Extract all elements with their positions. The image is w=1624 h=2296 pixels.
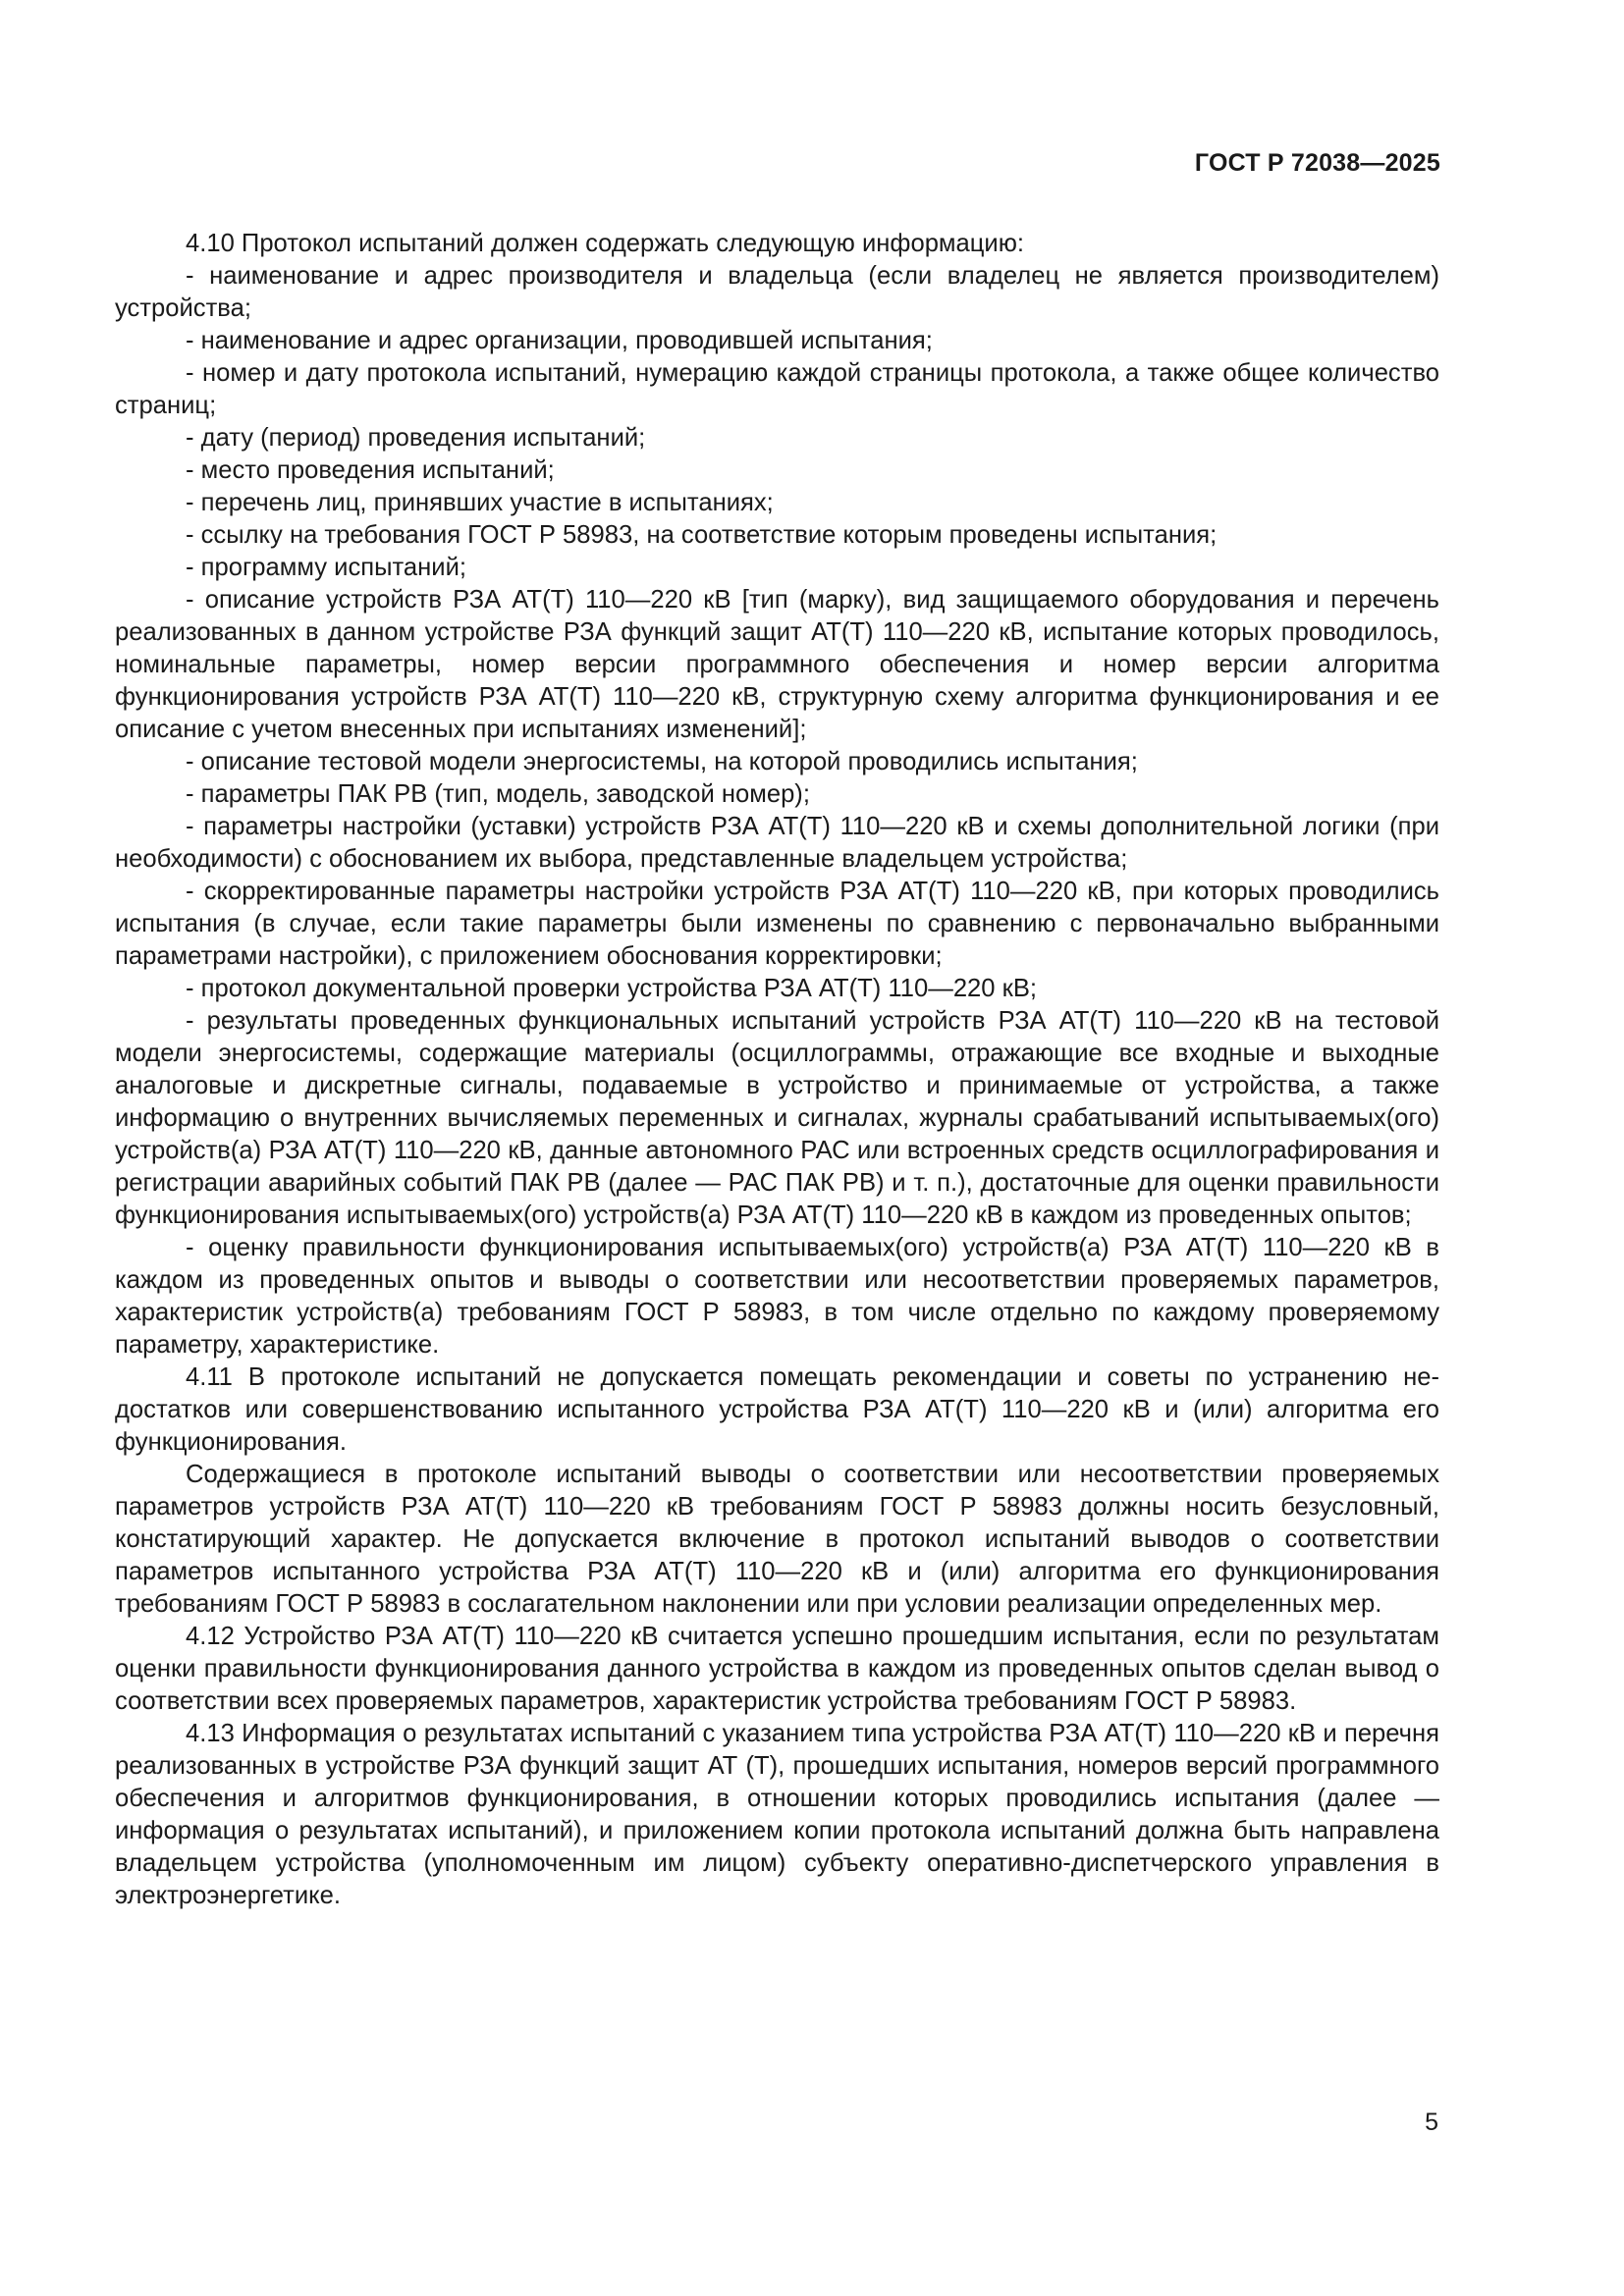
paragraph-4-13: 4.13 Информация о результатах испытаний с указанием типа устройства РЗА АТ(Т) 110—220 кВ и перечня реализованных в устройстве РЗА функций защит АТ (Т), прошедших испытания, номеров версий программного обеспечения и алгоритмов функционирования, в отношении которых проводились испытания (далее — информация о результатах испытаний), и приложением копии протокола испытаний должна быть направлена владельцем устройства (уполномоченным им лицом) субъекту оперативно-диспетчерского управления в электроэнергетике. [115,1720,1439,1909]
list-item: - описание устройств РЗА АТ(Т) 110—220 кВ [тип (марку), вид защищаемого оборудования и перечень реализованных в данном устройстве РЗА функций защит АТ(Т) 110—220 кВ, испытание которых проводилось, номинальные параметры, номер версии программного обеспечения и номер версии алгоритма функционирования устройств РЗА АТ(Т) 110—220 кВ, структурную схему алгоритма функционирования и ее описание с учетом внесенных при испытаниях изменений]; [115,586,1439,743]
paragraph-4-11-conclusions: Содержащиеся в протоколе испытаний выводы о соответствии или несоответствии проверяемых параметров устройств РЗА АТ(Т) 110—220 кВ требованиям ГОСТ Р 58983 должны носить безусловный, констатирующий характер. Не допускается включение в протокол испытаний выводов о соответствии параметров испытанного устройства РЗА АТ(Т) 110—220 кВ и (или) алгоритма его функционирования требованиям ГОСТ Р 58983 в сослагательном наклонении или при условии реализации определенных мер. [115,1461,1439,1618]
page-number: 5 [1425,2109,1438,2136]
list-item: - параметры настройки (уставки) устройств РЗА АТ(Т) 110—220 кВ и схемы дополнительной логики (при необходимости) с обоснованием их выбора, представленные владельцем устройства; [115,813,1439,873]
list-item: - ссылку на требования ГОСТ Р 58983, на соответствие которым проведены испытания; [186,521,1218,549]
list-item: - параметры ПАК РВ (тип, модель, заводской номер); [186,780,810,808]
list-item: - программу испытаний; [186,554,467,581]
list-item: - номер и дату протокола испытаний, нумерацию каждой страницы протокола, а также общее количество страниц; [115,359,1439,419]
document-body [115,228,1439,1912]
list-item: - дату (период) проведения испытаний; [186,424,646,452]
standard-header: ГОСТ Р 72038—2025 [1194,149,1440,177]
paragraph-4-12: 4.12 Устройство РЗА АТ(Т) 110—220 кВ считается успешно прошедшим испытания, если по результатам оценки правильности функционирования данного устройства в каждом из проведенных опытов сделан вывод о соответствии всех проверяемых параметров, характеристик устройства требованиям ГОСТ Р 58983. [115,1623,1439,1715]
list-item: - перечень лиц, принявших участие в испытаниях; [186,489,774,516]
list-item: - результаты проведенных функциональных испытаний устройств РЗА АТ(Т) 110—220 кВ на тестовой модели энергосистемы, содержащие материалы (осциллограммы, отражающие все входные и выходные аналоговые и дискретные сигналы, подаваемые в устройство и принимаемые от устройства, а также информацию о внутренних вычисляемых переменных и сигналах, журналы срабатываний испытываемых(ого) устройств(а) РЗА АТ(Т) 110—220 кВ, данные автономного РАС или встроенных средств осциллографирования и регистрации аварийных событий ПАК РВ (далее — РАС ПАК РВ) и т. п.), достаточные для оценки правильности функционирования испытываемых(ого) устройств(а) РЗА АТ(Т) 110—220 кВ в каждом из проведенных опытов; [115,1007,1439,1229]
list-item: - описание тестовой модели энергосистемы, на которой проводились испытания; [186,748,1138,775]
list-item: - оценку правильности функционирования испытываемых(ого) устройств(а) РЗА АТ(Т) 110—220 кВ в каждом из проведенных опытов и выводы о соответствии или несоответствии проверяемых параметров, характеристик устройств(а) требованиям ГОСТ Р 58983, в том числе отдельно по каждому проверяемому параметру, характеристике. [115,1234,1439,1359]
list-item: - наименование и адрес организации, проводившей испытания; [186,327,933,354]
list-item: - наименование и адрес производителя и владельца (если владелец не является производителем) устройства; [115,262,1439,322]
paragraph-4-10: 4.10 Протокол испытаний должен содержать следующую информацию: [186,230,1025,257]
list-item: - протокол документальной проверки устройства РЗА АТ(Т) 110—220 кВ; [186,975,1038,1002]
list-item: - место проведения испытаний; [186,456,555,484]
paragraph-4-11: 4.11 В протоколе испытаний не допускается помещать рекомендации и советы по устранению недостатков или совершенствованию испытанного устройства РЗА АТ(Т) 110—220 кВ и (или) алгоритма его функционирования. [115,1363,1439,1456]
list-item: - скорректированные параметры настройки устройств РЗА АТ(Т) 110—220 кВ, при которых проводились испытания (в случае, если такие параметры были изменены по сравнению с первоначально выбранными параметрами настройки), с приложением обоснования корректировки; [115,878,1439,970]
